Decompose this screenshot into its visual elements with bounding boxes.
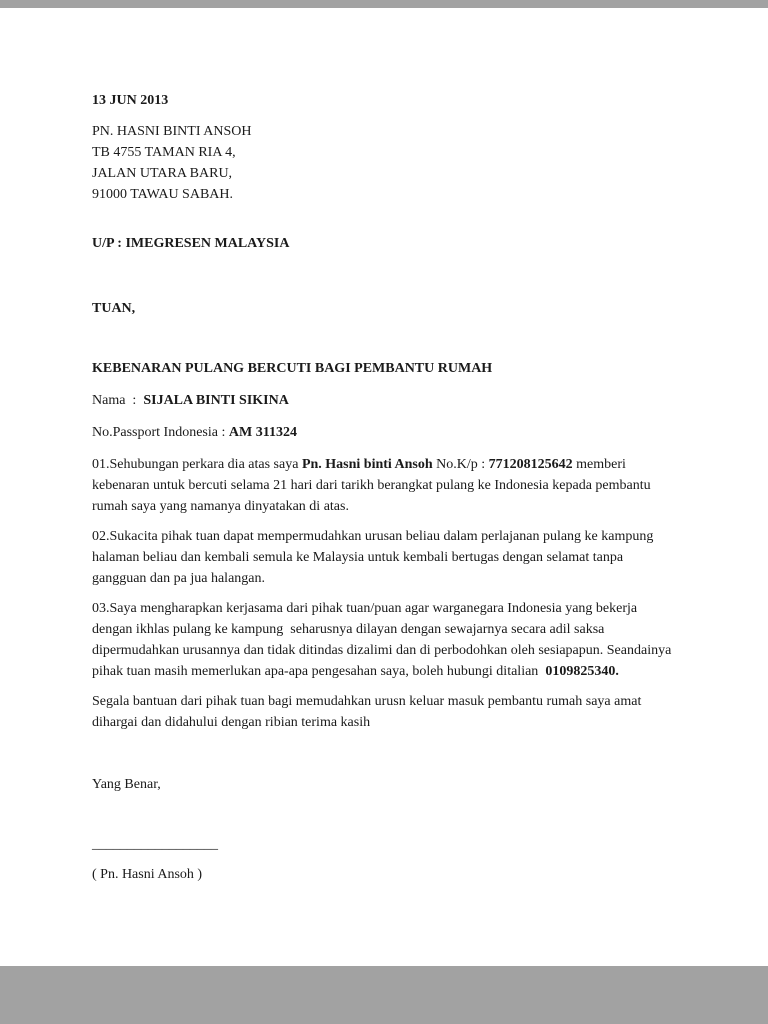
salutation: TUAN, [92, 301, 136, 316]
sender-address-block [92, 121, 672, 205]
closing-paragraph: Segala bantuan dari pihak tuan bagi memudahkan urusn keluar masuk pembantu rumah saya amat dihargai dan didahului dengan ribian terima kasih [92, 694, 645, 730]
subject-heading: KEBENARAN PULANG BERCUTI BAGI PEMBANTU RUMAH [92, 361, 493, 376]
attention-line: U/P : IMEGRESEN MALAYSIA [92, 236, 290, 251]
signature-name: ( Pn. Hasni Ansoh ) [92, 867, 203, 882]
letter-document [0, 8, 768, 966]
paragraph-02: 02.Sukacita pihak tuan dapat mempermudahkan urusan beliau dalam perlajanan pulang ke kampung halaman beliau dan kembali semula ke Malaysia untuk kembali bertugas dengan selamat tanpa gangguan dan pa jua halangan. [92, 529, 657, 586]
signature-rule: __________________ [92, 837, 218, 852]
paragraph-03: 03.Saya mengharapkan kerjasama dari pihak tuan/puan agar warganegara Indonesia yang bekerja dengan ikhlas pulang ke kampung seharusnya dilayan dengan sewajarnya secara adil saksa dipermudahkan urusannya dan tidak ditindas dizalimi dan di perbodohkan oleh sesiapapun. Seandainya pihak tuan masih memerlukan apa-apa pengesahan saya, boleh hubungi ditalian 0109825340. [92, 601, 675, 679]
sign-off: Yang Benar, [92, 777, 161, 792]
date-line: 13 JUN 2013 [92, 93, 169, 108]
sender-address-line: 91000 TAWAU SABAH. [92, 187, 234, 202]
sender-address-line: JALAN UTARA BARU, [92, 166, 233, 181]
maid-name-field: Nama : SIJALA BINTI SIKINA [92, 393, 289, 408]
sender-name: PN. HASNI BINTI ANSOH [92, 124, 252, 139]
passport-field: No.Passport Indonesia : AM 311324 [92, 425, 297, 440]
sender-address-line: TB 4755 TAMAN RIA 4, [92, 145, 236, 160]
paragraph-01: 01.Sehubungan perkara dia atas saya Pn. Hasni binti Ansoh No.K/p : 771208125642 memberi kebenaran untuk bercuti selama 21 hari dari tarikh berangkat pulang ke Indonesia kepada pembantu rumah saya yang namanya dinyatakan di atas. [92, 457, 655, 514]
